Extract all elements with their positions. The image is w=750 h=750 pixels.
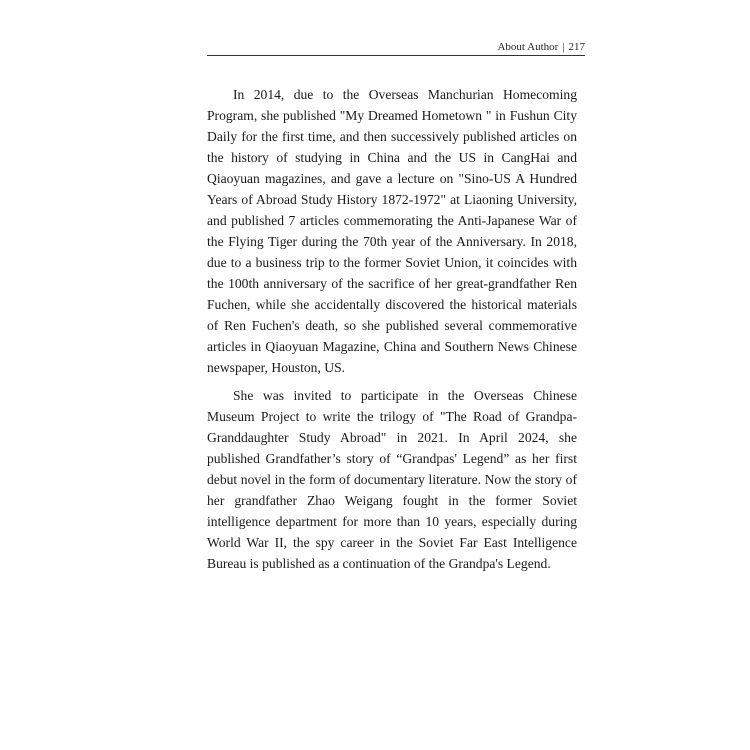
header-section-title: About Author	[497, 41, 559, 53]
header-rule	[207, 55, 585, 56]
body-text	[207, 84, 577, 581]
paragraph-2: She was invited to participate in the Overseas Chinese Museum Project to write the trilogy of "The Road of Grandpa-Granddaughter Study Abroad" in 2021. In April 2024, she published Grandfather’s story of “Grandpas' Legend” as her first debut novel in the form of documentary literature. Now the story of her grandfather Zhao Weigang fought in the former Soviet intelligence department for more than 10 years, especially during World War II, the spy career in the Soviet Far East Intelligence Bureau is published as a continuation of the Grandpa's Legend.	[207, 388, 577, 571]
header-separator: |	[562, 41, 565, 53]
page-number: 217	[568, 41, 585, 53]
paragraph-1: In 2014, due to the Overseas Manchurian Homecoming Program, she published "My Dreamed Hometown " in Fushun City Daily for the first time, and then successively published articles on the history of studying in China and the US in CangHai and Qiaoyuan magazines, and gave a lecture on "Sino-US A Hundred Years of Abroad Study History 1872-1972" at Liaoning University, and published 7 articles commemorating the Anti-Japanese War of the Flying Tiger during the 70th year of the Anniversary. In 2018, due to a business trip to the former Soviet Union, it coincides with the 100th anniversary of the sacrifice of her great-grandfather Ren Fuchen, while she accidentally discovered the historical materials of Ren Fuchen's death, so she published several commemorative articles in Qiaoyuan Magazine, China and Southern News Chinese newspaper, Houston, US.	[207, 87, 577, 375]
running-header	[207, 40, 585, 54]
